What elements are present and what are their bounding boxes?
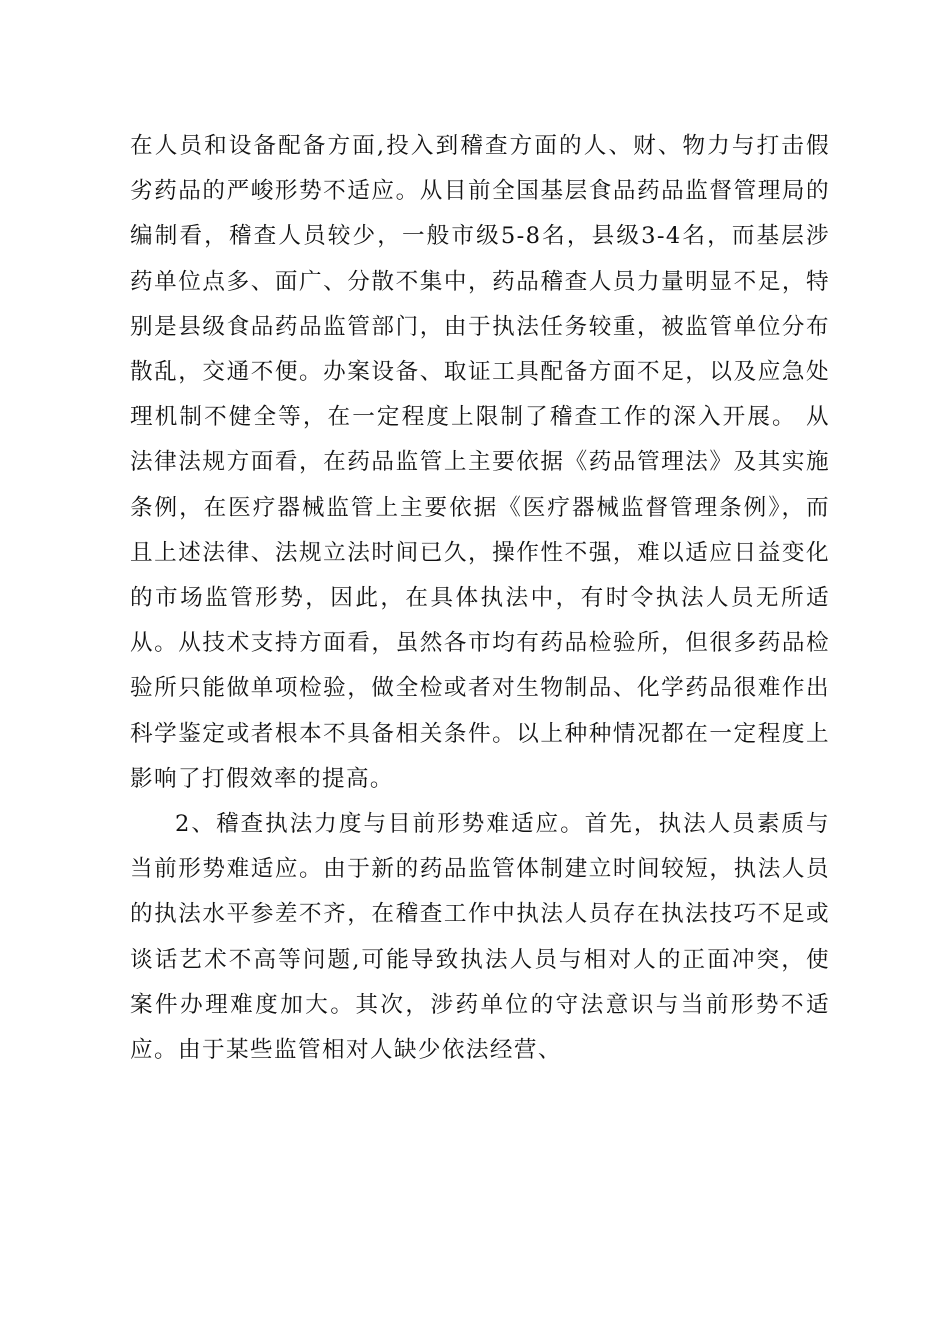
document-body [130, 124, 830, 1073]
paragraph-2: 2、稽查执法力度与目前形势难适应。首先，执法人员素质与当前形势难适应。由于新的药品监管体制建立时间较短，执法人员的执法水平参差不齐，在稽查工作中执法人员存在执法技巧不足或谈话艺术不高等问题,可能导致执法人员与相对人的正面冲突，使案件办理难度加大。其次，涉药单位的守法意识与当前形势不适应。由于某些监管相对人缺少依法经营、 [130, 811, 830, 1064]
paragraph-1: 在人员和设备配备方面,投入到稽查方面的人、财、物力与打击假劣药品的严峻形势不适应。从目前全国基层食品药品监督管理局的编制看，稽查人员较少，一般市级5-8名，县级3-4名，而基层涉药单位点多、面广、分散不集中，药品稽查人员力量明显不足，特别是县级食品药品监管部门，由于执法任务较重，被监管单位分布散乱，交通不便。办案设备、取证工具配备方面不足，以及应急处理机制不健全等，在一定程度上限制了稽查工作的深入开展。 从法律法规方面看，在药品监管上主要依据《药品管理法》及其实施条例，在医疗器械监管上主要依据《医疗器械监督管理条例》，而且上述法律、法规立法时间已久，操作性不强，难以适应日益变化的市场监管形势，因此，在具体执法中，有时令执法人员无所适从。从技术支持方面看，虽然各市均有药品检验所，但很多药品检验所只能做单项检验，做全检或者对生物制品、化学药品很难作出科学鉴定或者根本不具备相关条件。以上种种情况都在一定程度上影响了打假效率的提高。 [130, 133, 830, 792]
